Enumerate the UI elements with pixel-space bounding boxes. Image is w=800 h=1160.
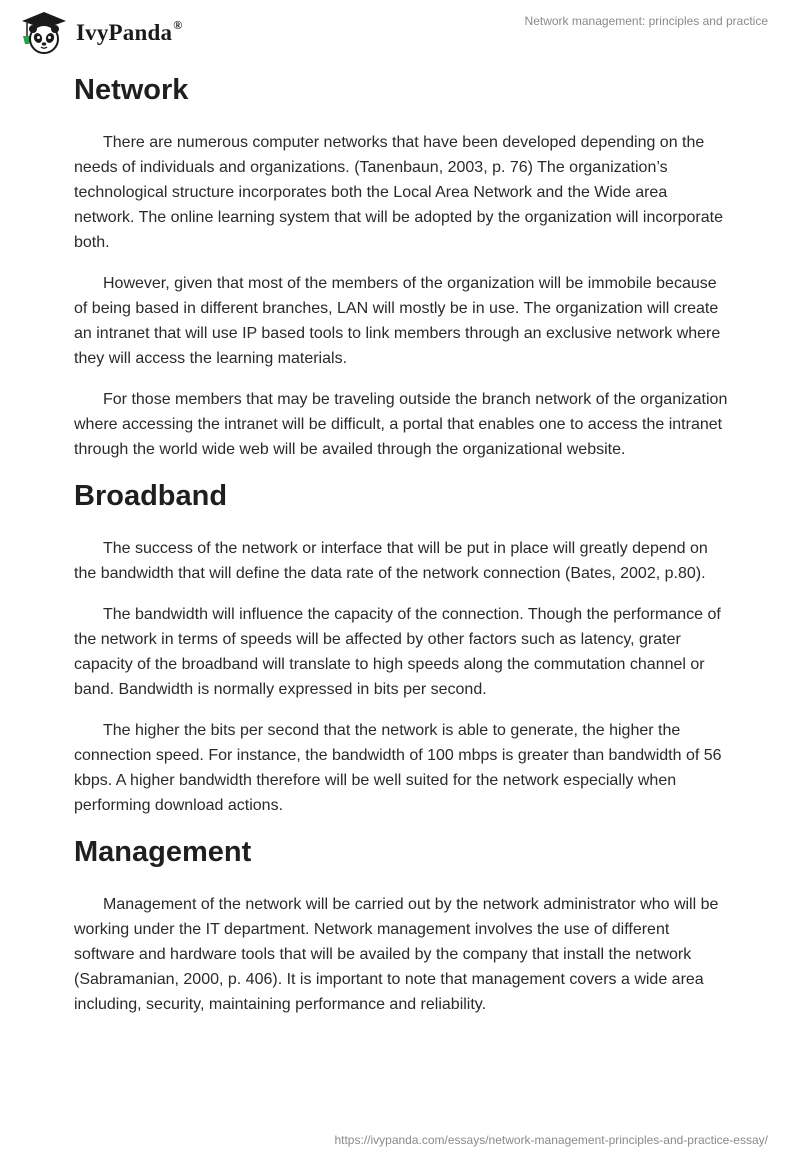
section-broadband (74, 478, 728, 818)
section-management (74, 834, 728, 1017)
section-heading: Management (74, 836, 252, 868)
panda-graduate-icon (14, 8, 72, 56)
page-header (0, 0, 800, 60)
brand-name: IvyPanda® (76, 18, 183, 45)
ivypanda-logo[interactable] (14, 8, 182, 56)
paragraph: The bandwidth will influence the capacity of the connection. Though the performance of the network in terms of speeds will be affected by other factors such as latency, grater capacity of the broadband will translate to high speeds along the commutation channel or band. Bandwidth is normally expressed in bits per second. (74, 606, 721, 698)
paragraph: However, given that most of the members of the organization will be immobile because of being based in different branches, LAN will mostly be in use. The organization will create an intranet that will use IP based tools to link members through an exclusive network where they will access the learning materials. (74, 275, 721, 367)
paragraph: Management of the network will be carried out by the network administrator who will be working under the IT department. Network management involves the use of different software and hardware tools that will be availed by the company that install the network (Sabramanian, 2000, p. 406). It is important to note that management covers a wide area including, security, maintaining performance and reliability. (74, 896, 719, 1013)
paragraph: The higher the bits per second that the network is able to generate, the higher the connection speed. For instance, the bandwidth of 100 mbps is greater than bandwidth of 56 kbps. A higher bandwidth therefore will be well suited for the network especially when performing download actions. (74, 722, 722, 814)
paragraph: For those members that may be traveling outside the branch network of the organization where accessing the intranet will be difficult, a portal that enables one to access the intranet through the world wide web will be availed through the organizational website. (74, 391, 728, 458)
paragraph: The success of the network or interface that will be put in place will greatly depend on the bandwidth that will define the data rate of the network connection (Bates, 2002, p.80). (74, 540, 708, 582)
running-title: Network management: principles and practice (524, 14, 768, 28)
section-heading: Network (74, 74, 189, 106)
section-heading: Broadband (74, 480, 228, 512)
section-network (74, 72, 728, 462)
paragraph: There are numerous computer networks that have been developed depending on the needs of individuals and organizations. (Tanenbaun, 2003, p. 76) The organization’s technological structure incorporates both the Local Area Network and the Wide area network. The online learning system that will be adopted by the organization will incorporate both. (74, 134, 723, 251)
source-url[interactable]: https://ivypanda.com/essays/network-management-principles-and-practice-essay/ (334, 1133, 768, 1147)
registered-mark: ® (173, 18, 183, 32)
essay-content (74, 72, 728, 1033)
